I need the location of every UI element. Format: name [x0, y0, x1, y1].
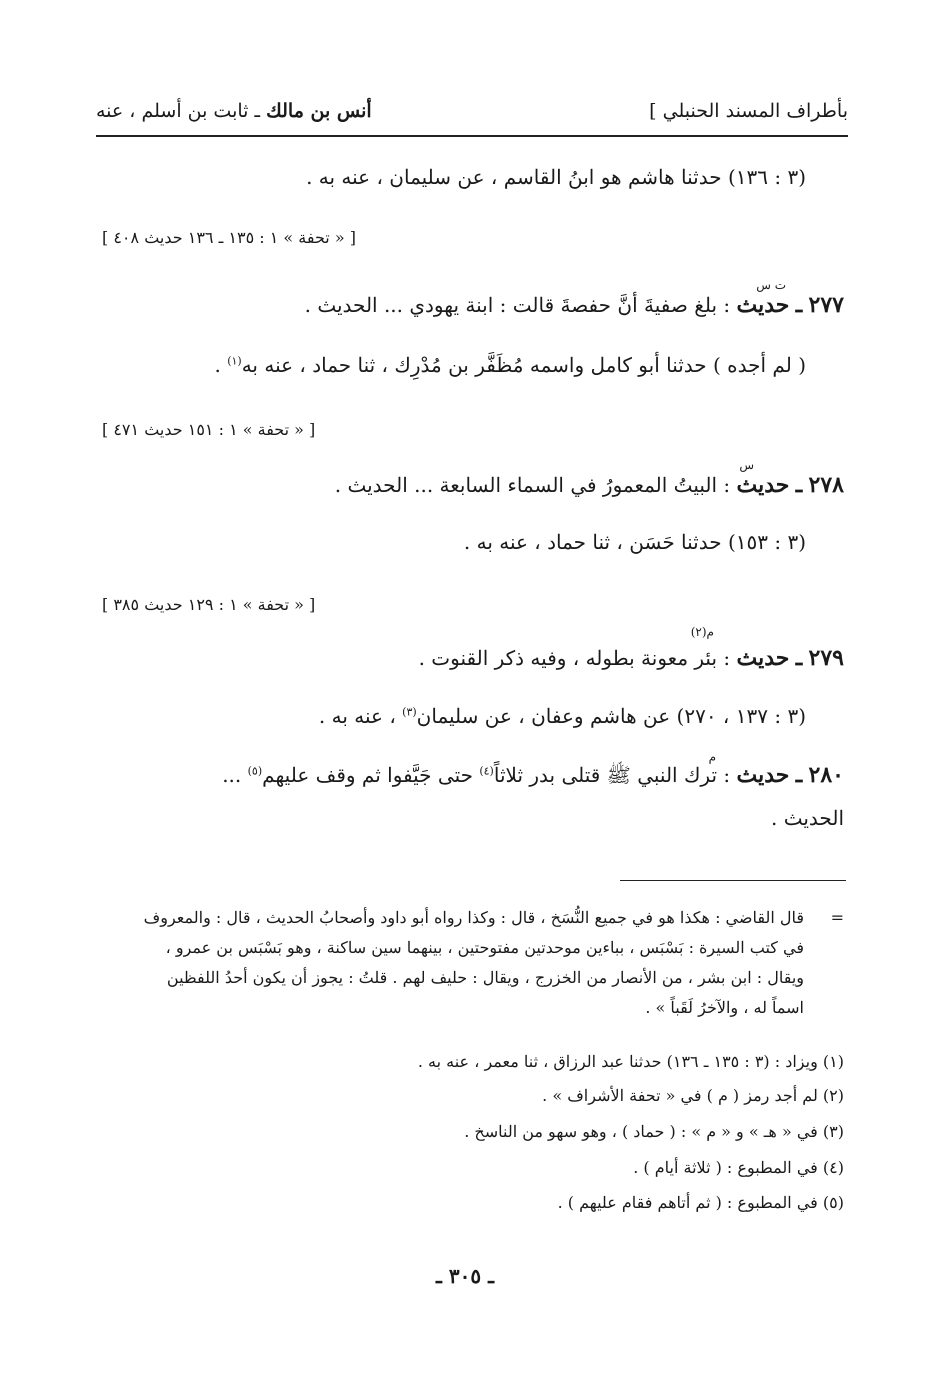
hadith-line-278 — [334, 458, 844, 498]
hadith-line-280 — [222, 750, 844, 792]
hadith-line-277 — [304, 278, 844, 318]
chain-line — [464, 530, 806, 554]
tuhfa-reference — [102, 595, 315, 614]
footnote-2 — [542, 1086, 844, 1105]
footnote-line: قال القاضي : هكذا هو في جميع النُّسَخ ، قال : وكذا رواه أبو داود وأصحابُ الحديث ، قال : والمعروف — [143, 908, 804, 927]
tuhfa-reference — [102, 228, 356, 247]
continuation-line — [771, 806, 844, 830]
section-author — [96, 100, 372, 122]
footnote-text: في « هـ » و « م » : ( حماد ) ، وهو سهو من الناسخ . — [464, 1122, 818, 1141]
hadith-number: ٢٧٧ — [808, 292, 844, 318]
dash: ـ — [795, 645, 803, 671]
footnote-number: (٢) — [822, 1086, 844, 1105]
chain-line — [214, 353, 806, 377]
chain-text: (٣ : ١٥٣) حدثنا حَسَن ، ثنا حماد ، عنه به . — [463, 530, 806, 554]
hadith-number: ٢٨٠ — [808, 762, 844, 788]
reference-text: [ « تحفة » ١ : ١٢٩ حديث ٣٨٥ ] — [102, 595, 316, 614]
footnote-text: في المطبوع : ( ثم أتاهم فقام عليهم ) . — [557, 1193, 818, 1212]
hadith-text: : البيتُ المعمورُ في السماء السابعة ... الحديث . — [334, 473, 737, 497]
page-number: ـ ٣٠٥ ـ — [436, 1264, 494, 1288]
reference-text: [ « تحفة » ١ : ١٣٥ ـ ١٣٦ حديث ٤٠٨ ] — [102, 228, 356, 247]
footnote-line: اسماً له ، والآخرُ لَقَباً » . — [645, 998, 804, 1017]
continuation-mark: = — [830, 908, 844, 927]
continuation-text: الحديث . — [771, 806, 844, 830]
chain-tail: ، عنه به . — [318, 704, 403, 728]
footnote-1 — [418, 1052, 844, 1071]
dash: ـ — [795, 762, 803, 788]
footnote-5 — [558, 1193, 844, 1212]
author-chain: ـ ثابت بن أسلم ، عنه — [96, 100, 267, 122]
collection-mark: ت س — [756, 278, 786, 292]
footnote-ref: (٣) — [402, 705, 417, 719]
footnote-3 — [464, 1122, 844, 1141]
footnote-number: (٤) — [822, 1158, 844, 1177]
hadith-text-end: ... — [222, 763, 248, 787]
hadith-text: : ترك النبي ﷺ قتلى بدر ثلاثاً — [493, 763, 737, 787]
footnote-4 — [633, 1158, 844, 1177]
hadith-number: ٢٧٨ — [808, 472, 844, 498]
footnote-line: ويقال : ابن بشر ، من الأنصار من الخزرج ، ويقال : حليف لهم . قلتُ : يجوز أن يكون أحدُ اللفظين — [166, 968, 804, 987]
hadith-line-279 — [418, 625, 844, 671]
running-header — [96, 96, 848, 130]
hadith-label: حديث — [736, 762, 790, 788]
hadith-text: : بئر معونة بطوله ، وفيه ذكر القنوت . — [418, 646, 737, 670]
footnote-number: (١) — [822, 1052, 844, 1071]
chain-tail: . — [214, 353, 228, 377]
hadith-label: حديث — [736, 292, 790, 318]
hadith-label: حديث — [736, 472, 790, 498]
chain-text: (٣ : ١٣٦) حدثنا هاشم هو ابنُ القاسم ، عن سليمان ، عنه به . — [306, 165, 806, 189]
footnote-ref: (٤) — [479, 764, 494, 778]
footnote-number: (٣) — [822, 1122, 844, 1141]
footnote-ref: (٥) — [247, 764, 263, 778]
header-rule — [96, 135, 848, 137]
collection-mark: م(٢) — [690, 625, 714, 639]
footnote-text: في المطبوع : ( ثلاثة أيام ) . — [633, 1158, 818, 1177]
collection-mark: س — [739, 458, 754, 472]
collection-mark: م — [708, 750, 716, 764]
footnote-rule — [620, 880, 846, 881]
footnote-line: في كتب السيرة : بَسْبَس ، بباءين موحدتين مفتوحتين ، بينهما سين ساكنة ، وهو بَسْبَس بن عمرو ، — [165, 938, 804, 957]
chain-line — [319, 704, 806, 728]
footnote-continuation — [104, 903, 844, 1023]
chain-text: ( لم أجده ) حدثنا أبو كامل واسمه مُظَفَّر بن مُدْرِك ، ثنا حماد ، عنه به — [241, 353, 806, 377]
hadith-text-cont: حتى جَيَّفوا ثم وقف عليهم — [262, 763, 480, 787]
author-name: أنس بن مالك — [266, 100, 372, 122]
dash: ـ — [795, 292, 803, 318]
hadith-label: حديث — [736, 645, 790, 671]
footnote-ref: (١) — [227, 354, 242, 368]
hadith-text: : بلغ صفيةَ أنَّ حفصةَ قالت : ابنة يهودي ... الحديث . — [304, 293, 737, 317]
footnote-text: ويزاد : (٣ : ١٣٥ ـ ١٣٦) حدثنا عبد الرزاق ، ثنا معمر ، عنه به . — [417, 1052, 818, 1071]
chain-text: (٣ : ١٣٧ ، ٢٧٠) عن هاشم وعفان ، عن سليمان — [416, 704, 806, 728]
footnote-number: (٥) — [822, 1193, 844, 1212]
reference-text: [ « تحفة » ١ : ١٥١ حديث ٤٧١ ] — [102, 420, 316, 439]
footnote-text: لم أجد رمز ( م ) في « تحفة الأشراف » . — [542, 1086, 818, 1105]
tuhfa-reference — [102, 420, 315, 439]
book-title: بأطراف المسند الحنبلي ] — [649, 100, 848, 122]
hadith-number: ٢٧٩ — [808, 645, 844, 671]
dash: ـ — [795, 472, 803, 498]
chain-line — [306, 165, 806, 189]
